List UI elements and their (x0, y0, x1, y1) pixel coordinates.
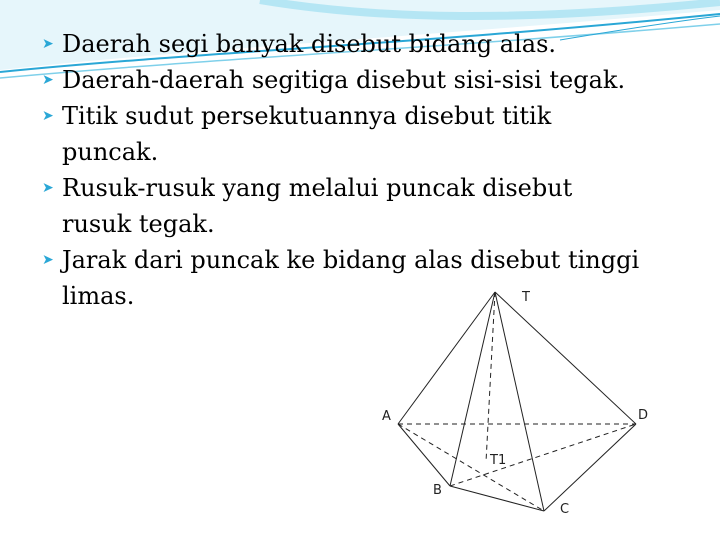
pyramid-diagram (360, 270, 690, 530)
label-t1: T1 (490, 453, 507, 468)
label-a: A (382, 409, 391, 424)
bullet-text-line: Rusuk-rusuk yang melalui puncak disebut (62, 174, 573, 202)
label-t: T (522, 290, 530, 305)
diagonal-ac (398, 424, 544, 511)
edge-tc (495, 292, 544, 511)
edge-ab (398, 424, 450, 486)
height-tt1 (486, 292, 495, 462)
bullet-text-line: Daerah-daerah segitiga disebut sisi-sisi tegak. (62, 66, 626, 94)
edge-td (495, 292, 636, 424)
edge-ta (398, 292, 495, 424)
bullet-text-line: rusuk tegak. (62, 210, 215, 238)
arrow-bullet-icon: ➤ (42, 72, 54, 88)
label-c: C (560, 502, 570, 517)
label-b: B (433, 483, 442, 498)
bullet-text-line: Titik sudut persekutuannya disebut titik (62, 102, 552, 130)
diagonal-bd (450, 424, 636, 486)
bullet-text-line: Jarak dari puncak ke bidang alas disebut tinggi (62, 246, 640, 274)
bullet-item (40, 98, 690, 170)
edge-bc (450, 486, 544, 511)
bullet-text-line: limas. (62, 282, 135, 310)
edge-tb (450, 292, 495, 486)
edge-cd (544, 424, 636, 511)
bullet-text-line: Daerah segi banyak disebut bidang alas. (62, 30, 557, 58)
label-d: D (638, 408, 649, 423)
arrow-bullet-icon: ➤ (42, 108, 54, 124)
bullet-text-line: puncak. (62, 138, 159, 166)
bullet-item (40, 26, 690, 62)
arrow-bullet-icon: ➤ (42, 180, 54, 196)
arrow-bullet-icon: ➤ (42, 252, 54, 268)
bullet-item (40, 170, 690, 242)
arrow-bullet-icon: ➤ (42, 36, 54, 52)
bullet-item (40, 62, 690, 98)
